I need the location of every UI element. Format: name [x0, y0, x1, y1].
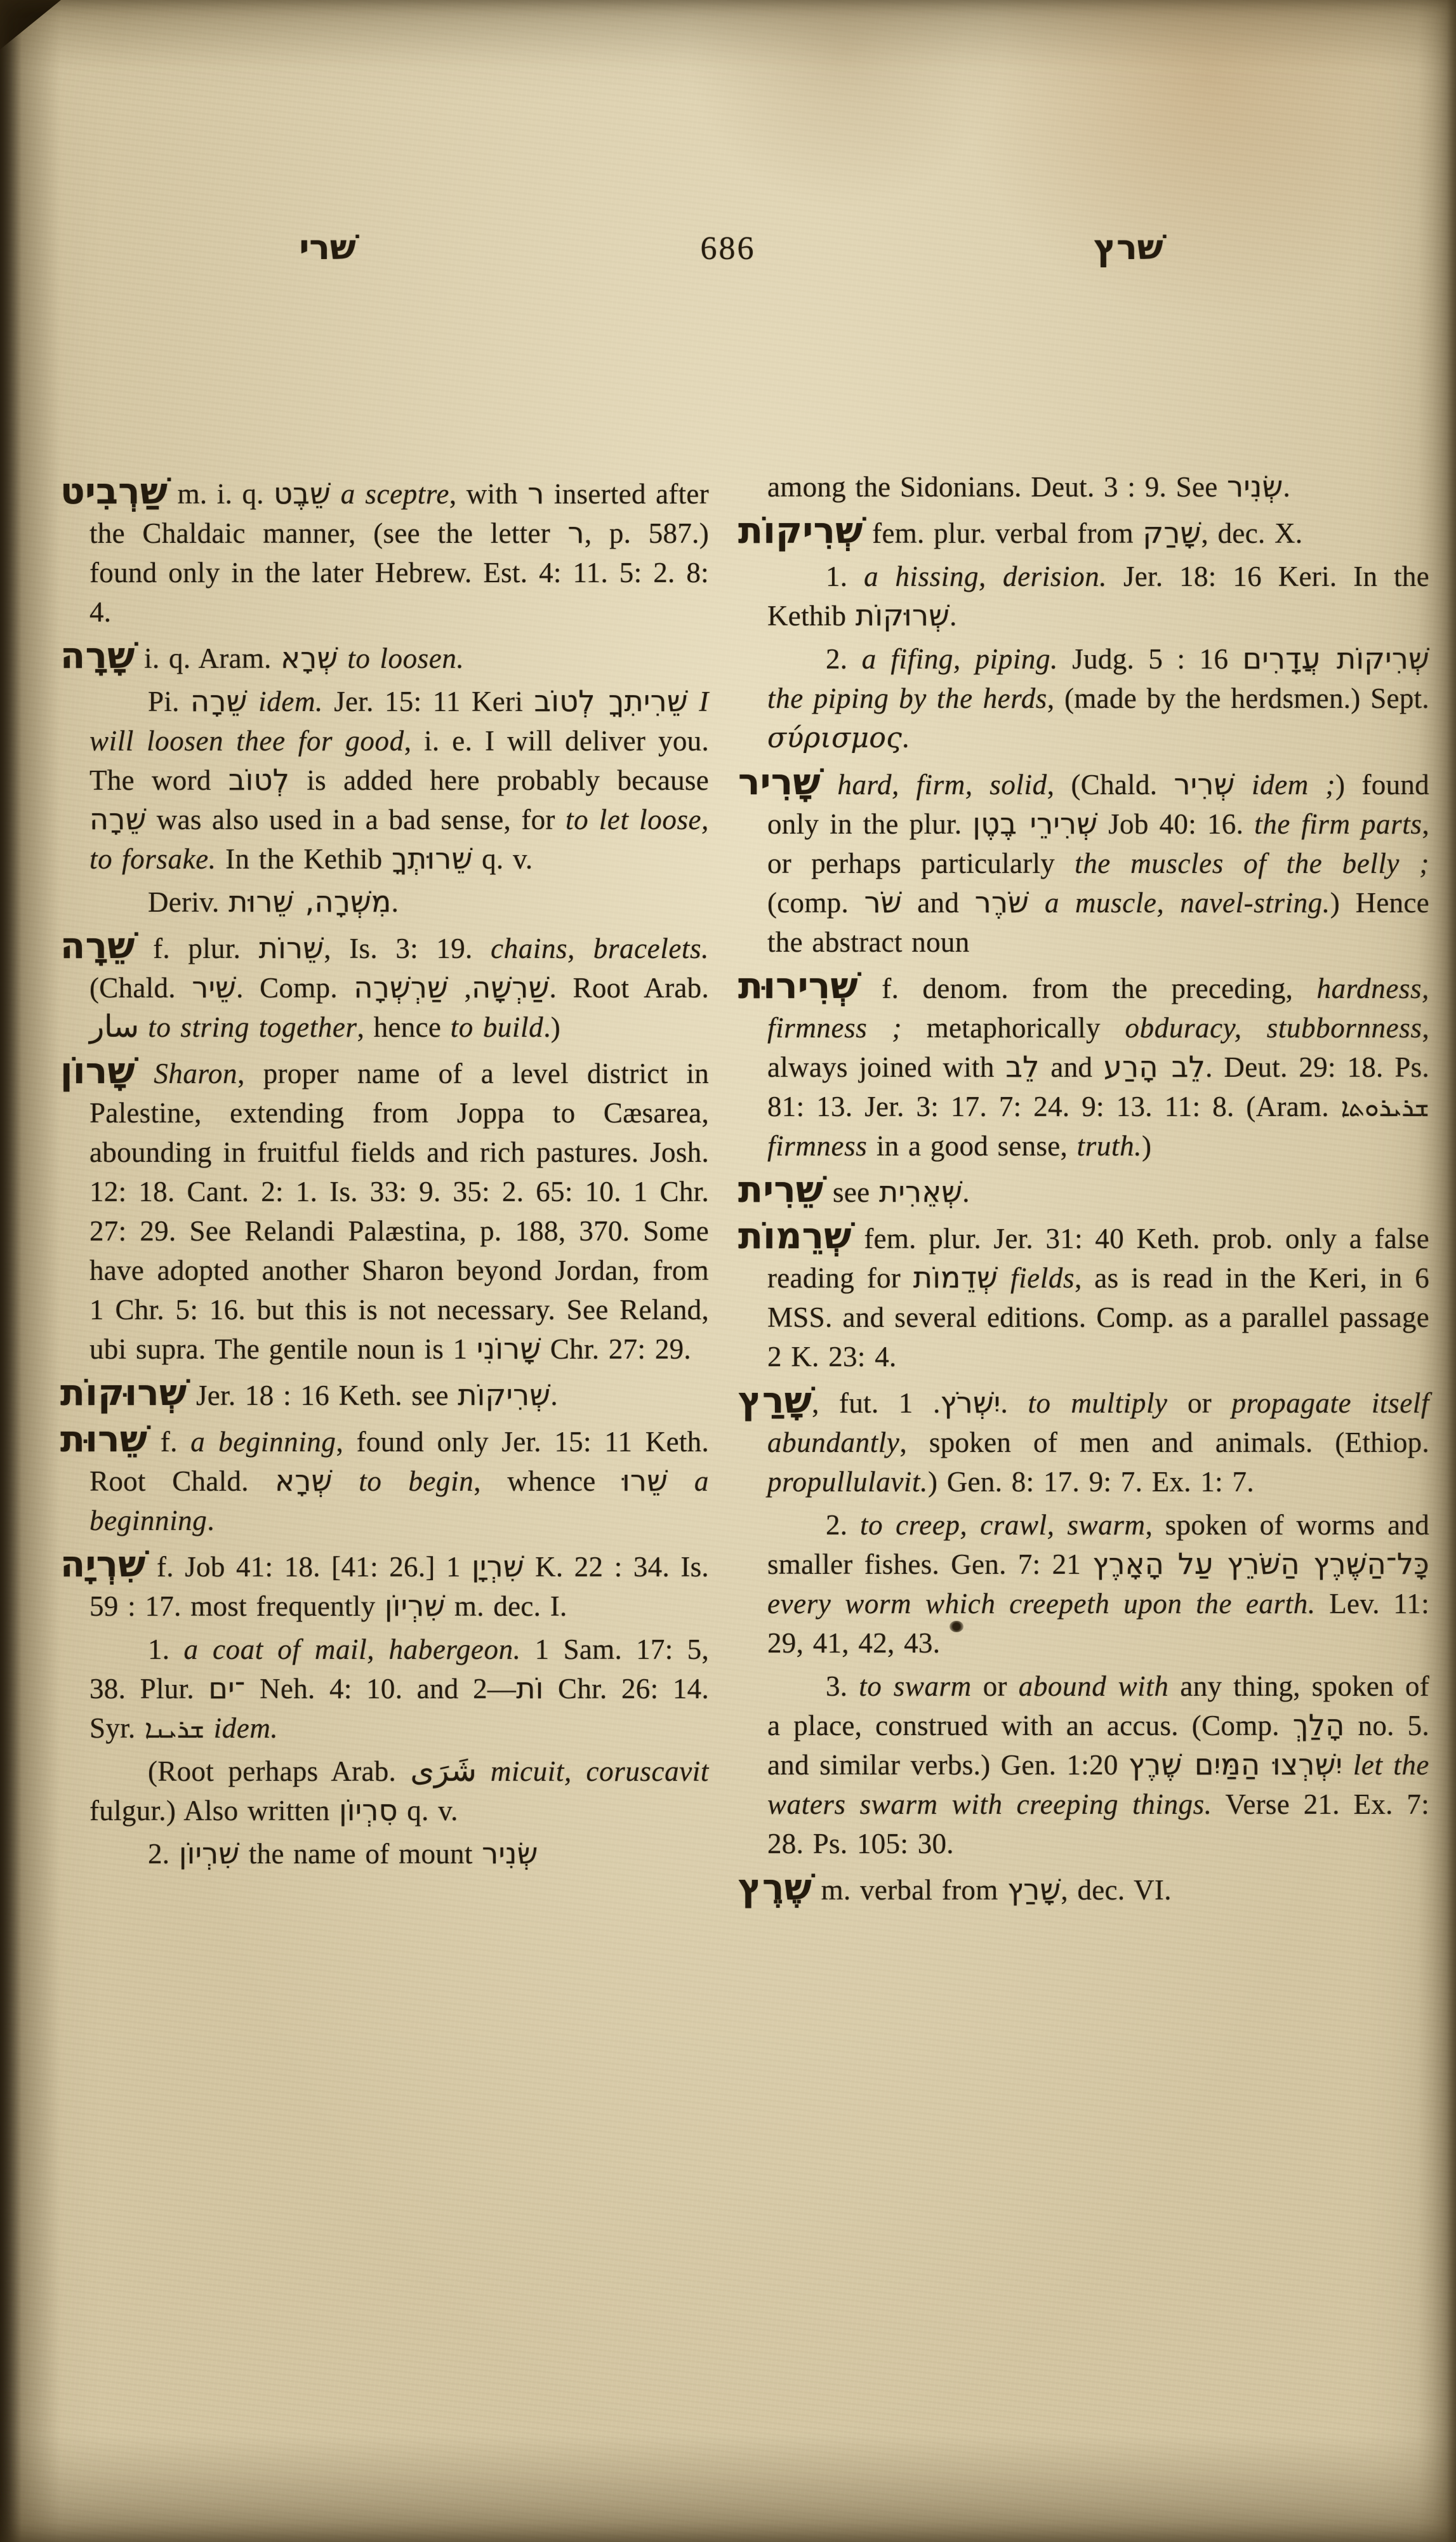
hebrew-text: שֵׁרָה: [190, 684, 248, 718]
body-text: , as is read in the Keri, in 6 MSS. and several editions. Comp. as a parallel passage 2 K. 23: 4.: [767, 1262, 1429, 1373]
italic-text: to swarm: [859, 1670, 972, 1702]
body-text: and: [901, 887, 975, 919]
hebrew-text: לֵב: [1005, 1049, 1040, 1084]
body-text: 1 Chr. 27: 29.: [453, 1333, 691, 1365]
body-text: i. q. Aram.: [135, 642, 281, 674]
body-text: In the Kethib: [216, 843, 392, 875]
headword-hebrew: שְׁרוּקוֹת: [60, 1372, 187, 1414]
hebrew-text: שְׁרָא: [275, 1463, 333, 1498]
headword-hebrew: שָׁרוֹן: [60, 1050, 135, 1092]
dictionary-entry: [60, 1050, 709, 1369]
dictionary-entry: [738, 510, 1429, 553]
body-text: —2 Chr. 26: 14. Syr.: [89, 1673, 709, 1744]
entry-continuation: [767, 467, 1429, 507]
headword-hebrew: שֵׁרוּת: [60, 1418, 148, 1460]
body-text: , whence: [473, 1465, 623, 1497]
body-text: and: [1039, 1051, 1104, 1083]
page-corner-shadow: [0, 0, 61, 50]
body-text: .: [962, 1176, 970, 1208]
body-text: .: [207, 1505, 215, 1536]
hebrew-text: שְׁרִיר: [1174, 767, 1235, 801]
body-text: ) found only in the plur.: [767, 769, 1429, 840]
italic-text: the piping by the herds: [767, 682, 1047, 714]
hebrew-text: כָּל־הַשֶּׁרֶץ הַשֹּׁרֵץ עַל הָאָרֶץ: [1092, 1547, 1430, 1581]
hebrew-text: שֵׁרוֹת: [258, 931, 324, 965]
hebrew-text: שָׁרוֹנִי: [477, 1331, 541, 1366]
hebrew-text: מִשְׁרָה, שֵׁרוּת: [228, 884, 392, 919]
italic-text: hardness, firmness ;: [767, 973, 1429, 1044]
body-text: (comp.: [767, 887, 864, 919]
italic-text: firmness: [767, 1130, 868, 1162]
italic-text: to string together: [139, 1011, 357, 1043]
hebrew-text: שֹׁרֶר: [974, 885, 1029, 919]
hebrew-text: ר: [567, 516, 585, 550]
italic-text: to loosen.: [338, 642, 465, 674]
dictionary-entry: [738, 1867, 1429, 1910]
italic-text: a hissing, derision.: [864, 561, 1108, 592]
body-text: , spoken of worms and smaller fishes. Gen. 7: 21: [767, 1509, 1429, 1580]
body-text: . Deut. 29: 18. Ps. 81: 13. Jer. 3: 17. 7: 24. 9: 13. 11: 8. (Aram.: [767, 1051, 1430, 1122]
italic-text: let the waters swarm with creeping things.: [767, 1749, 1429, 1820]
hebrew-text: שְׁדֵמוֹת: [913, 1260, 998, 1294]
hebrew-text: שִׁרְיָן: [472, 1549, 524, 1583]
body-text: , i. e. I will deliver you. The word: [89, 725, 709, 796]
body-text: or: [1167, 1387, 1232, 1419]
hebrew-text: שֵׁרוּתְךָ: [392, 841, 473, 875]
body-text: . 1.: [898, 1387, 1028, 1419]
headword-hebrew: שִׁרְיָה: [60, 1543, 146, 1585]
body-text: (Root perhaps Arab.: [148, 1755, 411, 1787]
italic-text: abound with: [1018, 1670, 1169, 1702]
hebrew-text: שַׁרְשְׁרָה: [354, 970, 449, 1004]
entry-sub-paragraph: [89, 882, 709, 922]
hebrew-text: שֵׁרִיתִךָ לְטוֹב: [534, 684, 688, 718]
entry-sub-paragraph: [89, 1752, 709, 1830]
body-text: fulgur.) Also written: [89, 1795, 340, 1827]
body-text: or: [971, 1670, 1019, 1702]
italic-text: fields: [998, 1262, 1075, 1294]
hebrew-text: שָׁרַק: [1142, 516, 1201, 550]
body-text: Neh. 4: 10. and: [245, 1673, 473, 1705]
entry-sub-paragraph: [89, 1834, 709, 1873]
body-text: in a good sense,: [867, 1130, 1077, 1162]
dictionary-entry: [738, 965, 1430, 1166]
italic-text: I will loosen thee for good: [89, 686, 709, 757]
body-text: , found only Jer. 15: 11 Keth. Root Chald.: [89, 1426, 710, 1497]
body-text: metaphorically: [901, 1012, 1125, 1044]
body-text: ) Hence the abstract noun: [767, 887, 1429, 958]
body-text: among the Sidonians. Deut. 3 : 9. See: [767, 471, 1228, 503]
italic-text: obduracy, stubbornness: [1125, 1012, 1422, 1044]
hebrew-text: שְׁרוּקוֹת: [855, 598, 950, 632]
hebrew-text: וֹת: [516, 1671, 544, 1705]
body-text: 3.: [826, 1670, 859, 1702]
syriac-text: ܫܪܝܢܐ: [145, 1715, 205, 1744]
body-text: , always joined with: [767, 1012, 1430, 1083]
body-text: .: [902, 722, 910, 754]
body-text: the name of mount: [239, 1838, 482, 1870]
body-text: fem. plur. Jer. 31: 40 Keth. prob. only a false reading for: [767, 1223, 1429, 1294]
body-text: f.: [147, 1426, 191, 1458]
body-text: , spoken of men and animals. (Ethiop.: [899, 1427, 1429, 1458]
dictionary-entry: [60, 925, 709, 1047]
body-text: .: [1283, 471, 1291, 503]
body-text: , (Chald.: [1047, 769, 1174, 801]
dictionary-entry: [60, 1418, 710, 1540]
headword-hebrew: שָׁרָה: [60, 635, 135, 677]
body-text: , dec. X.: [1201, 517, 1303, 549]
body-text: q. v.: [472, 843, 533, 875]
body-text: is added here probably because: [289, 764, 709, 796]
italic-text: a beginning: [190, 1426, 336, 1458]
italic-text: hard, firm, solid: [820, 769, 1047, 801]
body-text: 2.: [826, 643, 862, 675]
hebrew-text: יִשְׁרֹץ: [940, 1385, 1001, 1420]
italic-text: idem ;: [1234, 769, 1335, 801]
body-text: ): [1142, 1130, 1152, 1162]
body-text: see: [823, 1176, 879, 1208]
body-text: m. dec. I.: [445, 1590, 567, 1622]
italic-text: propullulavit.: [767, 1466, 928, 1498]
body-text: , proper name of a level district in Palestine, extending from Joppa to Cæsarea, abounding in fruitful fields and rich pastures. Josh. 12: 18. Cant. 2: 1. Is. 33: 9. 35: 2. 65: 10. 1 Chr. 27: 29. See Relandi Palæstina, p. 188, 370. Some have adopted another Sharon beyond Jordan, from 1 Chr. 5: 16. but this is not necessary. See Reland, ubi supra. The gentile noun is: [89, 1058, 709, 1365]
italic-text: a beginning: [89, 1465, 710, 1536]
italic-text: to let loose, to forsake.: [89, 804, 709, 875]
hebrew-text: שִׁרְיוֹן: [384, 1588, 446, 1623]
body-text: .: [550, 1380, 558, 1411]
italic-text: every worm which creepeth upon the earth.: [767, 1588, 1316, 1620]
body-text: .: [391, 886, 399, 918]
body-text: . Comp.: [236, 972, 354, 1004]
hebrew-text: שְׂנִיר: [1227, 469, 1283, 503]
italic-text: to begin: [332, 1465, 474, 1497]
left-catchword-hebrew: שׁרי: [299, 227, 356, 267]
body-text: 1 K. 22 : 34. Is. 59 : 17. most frequently: [89, 1551, 709, 1622]
body-text: Jer. 18: 16 Keri. In the Kethib: [767, 561, 1429, 632]
italic-text: idem.: [204, 1712, 279, 1744]
hebrew-text: שֵׁרוּ: [622, 1463, 668, 1498]
hebrew-text: שֵׁרָה: [89, 802, 147, 836]
right-column: [738, 467, 1429, 1913]
entry-sub-paragraph: [767, 639, 1429, 758]
body-text: ) Gen. 8: 17. 9: 7. Ex. 1: 7.: [927, 1466, 1254, 1498]
hebrew-text: לְטוֹב: [228, 762, 290, 797]
dictionary-entry: [738, 1215, 1429, 1376]
body-text: 1.: [148, 1634, 184, 1665]
page-body: [0, 467, 1456, 1913]
left-column: [60, 467, 709, 1913]
italic-text: Sharon: [135, 1058, 238, 1089]
dictionary-entry: [60, 1372, 709, 1415]
body-text: (Chald.: [89, 972, 192, 1004]
headword-hebrew: שֵׁרָה: [60, 925, 135, 967]
hebrew-text: שֵׁבֶט: [274, 476, 331, 510]
body-text: fem. plur. verbal from: [863, 517, 1143, 549]
dictionary-entry: [738, 761, 1429, 962]
body-text: inserted after the Chaldaic manner, (see the letter: [89, 478, 709, 549]
hebrew-text: שְׁרִירֵי בֶטֶן: [972, 806, 1098, 841]
body-text: . Root Arab.: [549, 972, 709, 1004]
body-text: , p. 587.) found only in the later Hebrew. Est. 4: 11. 5: 2. 8: 4.: [89, 517, 709, 628]
hebrew-text: שְׂנִיר: [482, 1836, 538, 1870]
hebrew-text: שִׁרְיוֹן: [178, 1836, 240, 1870]
body-text: Lev. 11: 29, 41, 42, 43.: [767, 1588, 1429, 1659]
italic-text: to multiply: [1028, 1387, 1168, 1419]
body-text: q. v.: [397, 1795, 458, 1827]
headword-hebrew: שַׁרְבִיט: [60, 470, 168, 512]
right-catchword-hebrew: שׁרץ: [1094, 227, 1163, 267]
hebrew-text: שָׁרַץ: [1007, 1872, 1061, 1906]
body-text: , hence: [357, 1011, 451, 1043]
headword-hebrew: שֶׁרֶץ: [738, 1867, 812, 1908]
hebrew-text: שֵׁיר: [192, 970, 237, 1004]
italic-text: a coat of mail, habergeon.: [183, 1634, 521, 1665]
body-text: , fut.: [812, 1387, 899, 1419]
italic-text: the muscles of the belly ;: [1075, 848, 1429, 879]
arabic-text: سار: [89, 1009, 140, 1044]
body-text: any thing, spoken of a place, construed with an accus. (Comp.: [767, 1670, 1430, 1741]
body-text: .): [543, 1011, 561, 1043]
body-text: 1 Sam. 17: 5, 38. Plur.: [89, 1634, 709, 1705]
hebrew-text: יִשְׁרְצוּ הַמַּיִם שֶׁרֶץ: [1128, 1747, 1343, 1781]
hebrew-text: סִרְיוֹן: [339, 1793, 398, 1827]
italic-text: to build: [450, 1011, 544, 1043]
arabic-text: شَرَى: [410, 1753, 477, 1788]
body-text: ,: [448, 972, 472, 1004]
syriac-text: ܫܪܝܪܘܬܐ: [1340, 1093, 1429, 1122]
running-head: [0, 227, 1456, 267]
hebrew-text: ־ים: [208, 1671, 246, 1705]
hebrew-text: לֵב הָרַע: [1104, 1049, 1206, 1084]
italic-text: a sceptre: [331, 478, 449, 510]
italic-text: idem.: [247, 686, 323, 717]
entry-sub-paragraph: [89, 1630, 709, 1748]
body-text: was also used in a bad sense, for: [146, 804, 566, 835]
body-text: m. i. q.: [168, 478, 274, 510]
dictionary-entry: [60, 1543, 709, 1626]
headword-hebrew: שָׁרִיר: [738, 761, 821, 803]
body-text: 1.: [826, 561, 864, 592]
body-text: , dec. VI.: [1061, 1874, 1172, 1906]
body-text: Jer. 15: 11 Keri: [322, 686, 534, 717]
entry-sub-paragraph: [767, 1667, 1429, 1863]
body-text: Verse 21. Ex. 7: 28. Ps. 105: 30.: [767, 1788, 1429, 1860]
body-text: Judg. 5 : 16: [1057, 643, 1243, 675]
greek-text: σύρισμος: [767, 722, 903, 754]
entry-sub-paragraph: [767, 557, 1429, 636]
hebrew-text: שַׁרְשָׁה: [472, 970, 550, 1004]
hebrew-text: שְׁרִיקוֹת עֲדָרִים: [1242, 641, 1429, 675]
body-text: no. 5. and similar verbs.) Gen. 1:20: [767, 1710, 1429, 1781]
hebrew-text: הָלַךְ: [1292, 1708, 1345, 1742]
dictionary-entry: [738, 1380, 1429, 1501]
page-number: 686: [700, 230, 756, 267]
italic-text: to creep, crawl, swarm: [860, 1509, 1146, 1541]
headword-hebrew: שֵׁרִית: [738, 1169, 824, 1211]
headword-hebrew: שְׁרִירוּת: [738, 965, 858, 1007]
entry-sub-paragraph: [767, 1505, 1429, 1663]
headword-hebrew: שְׁרִיקוֹת: [738, 510, 863, 552]
body-text: f. plur.: [135, 933, 259, 964]
headword-hebrew: שָׁרַץ: [738, 1380, 812, 1421]
italic-text: a fifing, piping.: [861, 643, 1058, 675]
hebrew-text: ר: [527, 476, 545, 510]
body-text: .: [950, 600, 957, 632]
body-text: , with: [449, 478, 528, 510]
dictionary-entry: [60, 470, 709, 632]
body-text: 2.: [826, 1509, 861, 1541]
body-text: , or perhaps particularly: [767, 808, 1429, 879]
body-text: Jer. 18 : 16 Keth. see: [187, 1380, 458, 1411]
body-text: , (made by the herdsmen.) Sept.: [1047, 682, 1429, 714]
body-text: Job 40: 16.: [1097, 808, 1255, 840]
body-text: f. Job 41: 18. [41: 26.]: [145, 1551, 446, 1583]
headword-hebrew: שְׁרֵמוֹת: [738, 1215, 852, 1257]
hebrew-text: שְׁרִיקוֹת: [458, 1378, 551, 1412]
hebrew-text: שְׁאֵרִית: [878, 1175, 963, 1209]
dictionary-entry: [738, 1169, 1429, 1212]
body-text: 2.: [148, 1838, 179, 1870]
italic-text: micuit, coruscavit: [476, 1755, 709, 1787]
italic-text: a muscle, navel-string.: [1029, 887, 1330, 919]
body-text: f. denom. from the preceding,: [857, 973, 1317, 1004]
italic-text: propagate itself abundantly: [767, 1387, 1429, 1458]
italic-text: chains, bracelets.: [491, 933, 709, 964]
hebrew-text: שְׁרָא: [281, 641, 338, 675]
italic-text: truth.: [1076, 1130, 1142, 1162]
entry-sub-paragraph: [89, 682, 709, 879]
body-text: Deriv.: [148, 886, 229, 918]
dictionary-entry: [60, 635, 709, 678]
hebrew-text: שֹׁר: [864, 885, 902, 919]
italic-text: the firm parts: [1254, 808, 1422, 840]
body-text: Pi.: [148, 686, 191, 717]
body-text: m. verbal from: [812, 1874, 1008, 1906]
body-text: , Is. 3: 19.: [324, 933, 491, 964]
